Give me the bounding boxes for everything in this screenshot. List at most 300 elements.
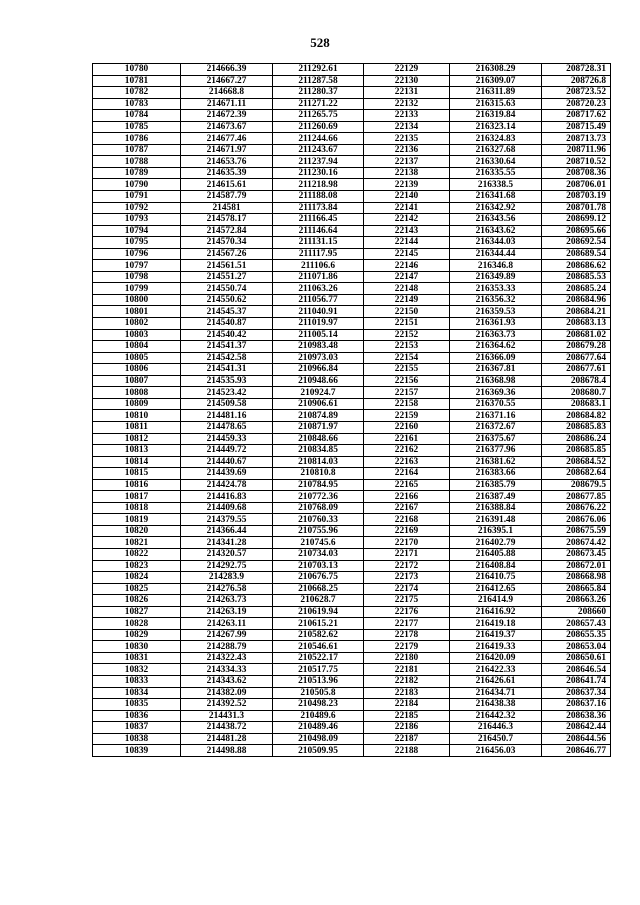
table-row (93, 710, 611, 722)
x-coordinate-b: 216438.38 (450, 699, 542, 711)
y-coordinate-b: 208685.85 (542, 445, 611, 457)
table-row (93, 167, 611, 179)
y-coordinate-a: 210703.13 (273, 560, 364, 572)
table-row (93, 652, 611, 664)
point-number-a: 10784 (93, 110, 181, 122)
point-number-a: 10803 (93, 329, 181, 341)
point-number-a: 10785 (93, 121, 181, 133)
table-row (93, 144, 611, 156)
x-coordinate-a: 214409.68 (181, 502, 273, 514)
x-coordinate-a: 214392.52 (181, 699, 273, 711)
point-number-b: 22137 (364, 156, 450, 168)
point-number-a: 10811 (93, 421, 181, 433)
x-coordinate-a: 214578.17 (181, 214, 273, 226)
table-row (93, 87, 611, 99)
table-row (93, 156, 611, 168)
x-coordinate-a: 214671.11 (181, 98, 273, 110)
point-number-b: 22185 (364, 710, 450, 722)
table-row (93, 98, 611, 110)
point-number-b: 22147 (364, 271, 450, 283)
x-coordinate-b: 216363.73 (450, 329, 542, 341)
table-row (93, 491, 611, 503)
y-coordinate-a: 210784.95 (273, 479, 364, 491)
point-number-a: 10790 (93, 179, 181, 191)
point-number-b: 22166 (364, 491, 450, 503)
point-number-a: 10800 (93, 294, 181, 306)
y-coordinate-a: 210517.75 (273, 664, 364, 676)
point-number-b: 22149 (364, 294, 450, 306)
x-coordinate-b: 216338.5 (450, 179, 542, 191)
x-coordinate-a: 214572.84 (181, 225, 273, 237)
x-coordinate-a: 214541.37 (181, 341, 273, 353)
point-number-b: 22132 (364, 98, 450, 110)
table-row (93, 75, 611, 87)
point-number-b: 22182 (364, 675, 450, 687)
y-coordinate-b: 208653.04 (542, 641, 611, 653)
x-coordinate-b: 216416.92 (450, 606, 542, 618)
y-coordinate-b: 208668.98 (542, 572, 611, 584)
point-number-b: 22186 (364, 722, 450, 734)
y-coordinate-b: 208728.31 (542, 64, 611, 76)
y-coordinate-a: 210983.48 (273, 341, 364, 353)
y-coordinate-a: 210509.95 (273, 745, 364, 757)
y-coordinate-b: 208650.61 (542, 652, 611, 664)
point-number-b: 22160 (364, 421, 450, 433)
y-coordinate-b: 208723.52 (542, 87, 611, 99)
y-coordinate-b: 208637.16 (542, 699, 611, 711)
y-coordinate-a: 210834.85 (273, 445, 364, 457)
table-row (93, 502, 611, 514)
x-coordinate-b: 216361.93 (450, 318, 542, 330)
x-coordinate-a: 214263.19 (181, 606, 273, 618)
x-coordinate-b: 216367.81 (450, 364, 542, 376)
point-number-a: 10802 (93, 318, 181, 330)
point-number-a: 10786 (93, 133, 181, 145)
table-row (93, 375, 611, 387)
x-coordinate-a: 214540.87 (181, 318, 273, 330)
point-number-a: 10825 (93, 583, 181, 595)
point-number-b: 22174 (364, 583, 450, 595)
y-coordinate-b: 208665.84 (542, 583, 611, 595)
point-number-a: 10793 (93, 214, 181, 226)
x-coordinate-b: 216408.84 (450, 560, 542, 572)
x-coordinate-b: 216446.3 (450, 722, 542, 734)
point-number-b: 22151 (364, 318, 450, 330)
x-coordinate-b: 216395.1 (450, 525, 542, 537)
x-coordinate-b: 216410.75 (450, 572, 542, 584)
y-coordinate-a: 210582.62 (273, 629, 364, 641)
point-number-a: 10823 (93, 560, 181, 572)
x-coordinate-b: 216330.64 (450, 156, 542, 168)
point-number-b: 22146 (364, 260, 450, 272)
y-coordinate-b: 208683.1 (542, 398, 611, 410)
y-coordinate-b: 208681.02 (542, 329, 611, 341)
y-coordinate-a: 210871.97 (273, 421, 364, 433)
point-number-a: 10822 (93, 548, 181, 560)
y-coordinate-a: 211287.58 (273, 75, 364, 87)
y-coordinate-a: 210505.8 (273, 687, 364, 699)
point-number-b: 22148 (364, 283, 450, 295)
table-row (93, 560, 611, 572)
x-coordinate-b: 216341.68 (450, 191, 542, 203)
y-coordinate-b: 208646.77 (542, 745, 611, 757)
table-row (93, 110, 611, 122)
x-coordinate-a: 214581 (181, 202, 273, 214)
point-number-a: 10812 (93, 433, 181, 445)
table-row (93, 548, 611, 560)
point-number-a: 10814 (93, 456, 181, 468)
table-row (93, 387, 611, 399)
x-coordinate-b: 216343.62 (450, 225, 542, 237)
point-number-a: 10804 (93, 341, 181, 353)
point-number-a: 10787 (93, 144, 181, 156)
point-number-a: 10789 (93, 167, 181, 179)
y-coordinate-b: 208680.7 (542, 387, 611, 399)
x-coordinate-a: 214343.62 (181, 675, 273, 687)
x-coordinate-a: 214440.67 (181, 456, 273, 468)
point-number-b: 22135 (364, 133, 450, 145)
point-number-b: 22164 (364, 468, 450, 480)
x-coordinate-a: 214587.79 (181, 191, 273, 203)
y-coordinate-a: 210966.84 (273, 364, 364, 376)
x-coordinate-b: 216385.79 (450, 479, 542, 491)
point-number-a: 10821 (93, 537, 181, 549)
table-row (93, 294, 611, 306)
point-number-a: 10828 (93, 618, 181, 630)
x-coordinate-a: 214322.43 (181, 652, 273, 664)
x-coordinate-b: 216311.89 (450, 87, 542, 99)
x-coordinate-a: 214263.73 (181, 595, 273, 607)
point-number-a: 10839 (93, 745, 181, 757)
point-number-a: 10782 (93, 87, 181, 99)
table-row (93, 306, 611, 318)
point-number-a: 10781 (93, 75, 181, 87)
x-coordinate-b: 216377.96 (450, 445, 542, 457)
x-coordinate-a: 214416.83 (181, 491, 273, 503)
x-coordinate-a: 214561.51 (181, 260, 273, 272)
x-coordinate-a: 214341.28 (181, 537, 273, 549)
y-coordinate-a: 211056.77 (273, 294, 364, 306)
y-coordinate-b: 208686.62 (542, 260, 611, 272)
y-coordinate-b: 208675.59 (542, 525, 611, 537)
point-number-b: 22183 (364, 687, 450, 699)
y-coordinate-a: 211188.08 (273, 191, 364, 203)
y-coordinate-b: 208713.73 (542, 133, 611, 145)
y-coordinate-b: 208685.53 (542, 271, 611, 283)
y-coordinate-a: 211117.95 (273, 248, 364, 260)
y-coordinate-a: 210489.6 (273, 710, 364, 722)
y-coordinate-b: 208674.42 (542, 537, 611, 549)
y-coordinate-a: 210668.25 (273, 583, 364, 595)
y-coordinate-a: 211005.14 (273, 329, 364, 341)
x-coordinate-b: 216450.7 (450, 733, 542, 745)
y-coordinate-b: 208679.28 (542, 341, 611, 353)
y-coordinate-b: 208677.64 (542, 352, 611, 364)
point-number-b: 22144 (364, 237, 450, 249)
x-coordinate-a: 214382.09 (181, 687, 273, 699)
point-number-b: 22157 (364, 387, 450, 399)
y-coordinate-a: 211292.61 (273, 64, 364, 76)
x-coordinate-b: 216391.48 (450, 514, 542, 526)
y-coordinate-b: 208644.56 (542, 733, 611, 745)
table-row (93, 121, 611, 133)
point-number-a: 10819 (93, 514, 181, 526)
point-number-b: 22130 (364, 75, 450, 87)
y-coordinate-a: 210745.6 (273, 537, 364, 549)
x-coordinate-b: 216372.67 (450, 421, 542, 433)
y-coordinate-a: 210522.17 (273, 652, 364, 664)
y-coordinate-a: 211166.45 (273, 214, 364, 226)
point-number-a: 10806 (93, 364, 181, 376)
point-number-b: 22168 (364, 514, 450, 526)
y-coordinate-a: 210546.61 (273, 641, 364, 653)
table-row (93, 271, 611, 283)
point-number-a: 10801 (93, 306, 181, 318)
point-number-b: 22169 (364, 525, 450, 537)
y-coordinate-a: 210814.03 (273, 456, 364, 468)
y-coordinate-a: 211106.6 (273, 260, 364, 272)
x-coordinate-a: 214666.39 (181, 64, 273, 76)
y-coordinate-b: 208699.12 (542, 214, 611, 226)
table-row (93, 248, 611, 260)
y-coordinate-b: 208657.43 (542, 618, 611, 630)
x-coordinate-a: 214379.55 (181, 514, 273, 526)
x-coordinate-b: 216387.49 (450, 491, 542, 503)
x-coordinate-a: 214431.3 (181, 710, 273, 722)
x-coordinate-a: 214263.11 (181, 618, 273, 630)
point-number-b: 22184 (364, 699, 450, 711)
point-number-b: 22162 (364, 445, 450, 457)
x-coordinate-a: 214523.42 (181, 387, 273, 399)
point-number-b: 22133 (364, 110, 450, 122)
y-coordinate-b: 208677.61 (542, 364, 611, 376)
y-coordinate-b: 208726.8 (542, 75, 611, 87)
point-number-a: 10798 (93, 271, 181, 283)
y-coordinate-b: 208685.83 (542, 421, 611, 433)
x-coordinate-b: 216323.14 (450, 121, 542, 133)
table-row (93, 618, 611, 630)
y-coordinate-b: 208684.52 (542, 456, 611, 468)
y-coordinate-b: 208684.96 (542, 294, 611, 306)
y-coordinate-b: 208717.62 (542, 110, 611, 122)
x-coordinate-a: 214671.97 (181, 144, 273, 156)
point-number-b: 22155 (364, 364, 450, 376)
x-coordinate-b: 216375.67 (450, 433, 542, 445)
point-number-b: 22181 (364, 664, 450, 676)
point-number-a: 10832 (93, 664, 181, 676)
x-coordinate-b: 216353.33 (450, 283, 542, 295)
point-number-a: 10836 (93, 710, 181, 722)
x-coordinate-b: 216388.84 (450, 502, 542, 514)
table-row (93, 745, 611, 757)
point-number-a: 10815 (93, 468, 181, 480)
point-number-a: 10838 (93, 733, 181, 745)
y-coordinate-b: 208689.54 (542, 248, 611, 260)
x-coordinate-b: 216315.63 (450, 98, 542, 110)
x-coordinate-a: 214424.78 (181, 479, 273, 491)
table-row (93, 595, 611, 607)
x-coordinate-b: 216426.61 (450, 675, 542, 687)
y-coordinate-a: 210755.96 (273, 525, 364, 537)
y-coordinate-a: 211230.16 (273, 167, 364, 179)
point-number-b: 22176 (364, 606, 450, 618)
x-coordinate-b: 216402.79 (450, 537, 542, 549)
x-coordinate-b: 216412.65 (450, 583, 542, 595)
y-coordinate-a: 211218.98 (273, 179, 364, 191)
point-number-a: 10827 (93, 606, 181, 618)
y-coordinate-b: 208703.19 (542, 191, 611, 203)
y-coordinate-b: 208676.22 (542, 502, 611, 514)
x-coordinate-a: 214653.76 (181, 156, 273, 168)
x-coordinate-a: 214635.39 (181, 167, 273, 179)
x-coordinate-b: 216327.68 (450, 144, 542, 156)
y-coordinate-b: 208715.49 (542, 121, 611, 133)
y-coordinate-b: 208706.01 (542, 179, 611, 191)
x-coordinate-b: 216442.32 (450, 710, 542, 722)
point-number-b: 22188 (364, 745, 450, 757)
point-number-a: 10799 (93, 283, 181, 295)
x-coordinate-a: 214672.39 (181, 110, 273, 122)
point-number-a: 10837 (93, 722, 181, 734)
point-number-a: 10826 (93, 595, 181, 607)
point-number-a: 10788 (93, 156, 181, 168)
point-number-b: 22158 (364, 398, 450, 410)
y-coordinate-b: 208672.01 (542, 560, 611, 572)
x-coordinate-b: 216308.29 (450, 64, 542, 76)
point-number-b: 22177 (364, 618, 450, 630)
table-row (93, 410, 611, 422)
point-number-a: 10797 (93, 260, 181, 272)
y-coordinate-a: 211071.86 (273, 271, 364, 283)
point-number-a: 10795 (93, 237, 181, 249)
point-number-b: 22129 (364, 64, 450, 76)
y-coordinate-a: 210498.09 (273, 733, 364, 745)
table-row (93, 133, 611, 145)
y-coordinate-a: 211237.94 (273, 156, 364, 168)
table-row (93, 398, 611, 410)
y-coordinate-b: 208684.21 (542, 306, 611, 318)
x-coordinate-a: 214673.67 (181, 121, 273, 133)
point-number-a: 10835 (93, 699, 181, 711)
x-coordinate-b: 216344.03 (450, 237, 542, 249)
x-coordinate-a: 214439.69 (181, 468, 273, 480)
point-number-a: 10829 (93, 629, 181, 641)
y-coordinate-a: 211244.66 (273, 133, 364, 145)
point-number-b: 22167 (364, 502, 450, 514)
point-number-b: 22161 (364, 433, 450, 445)
y-coordinate-a: 210489.46 (273, 722, 364, 734)
table-row (93, 664, 611, 676)
point-number-a: 10791 (93, 191, 181, 203)
x-coordinate-b: 216422.33 (450, 664, 542, 676)
point-number-b: 22178 (364, 629, 450, 641)
point-number-b: 22163 (364, 456, 450, 468)
y-coordinate-b: 208646.54 (542, 664, 611, 676)
y-coordinate-b: 208686.24 (542, 433, 611, 445)
y-coordinate-b: 208720.23 (542, 98, 611, 110)
x-coordinate-a: 214550.74 (181, 283, 273, 295)
x-coordinate-b: 216371.16 (450, 410, 542, 422)
table-row (93, 225, 611, 237)
y-coordinate-b: 208708.36 (542, 167, 611, 179)
x-coordinate-a: 214535.93 (181, 375, 273, 387)
x-coordinate-b: 216369.36 (450, 387, 542, 399)
x-coordinate-b: 216324.83 (450, 133, 542, 145)
y-coordinate-a: 211243.67 (273, 144, 364, 156)
x-coordinate-a: 214478.65 (181, 421, 273, 433)
point-number-b: 22173 (364, 572, 450, 584)
x-coordinate-a: 214320.57 (181, 548, 273, 560)
point-number-a: 10794 (93, 225, 181, 237)
y-coordinate-b: 208641.74 (542, 675, 611, 687)
x-coordinate-b: 216342.92 (450, 202, 542, 214)
table-row (93, 260, 611, 272)
y-coordinate-a: 211131.15 (273, 237, 364, 249)
y-coordinate-a: 211019.97 (273, 318, 364, 330)
x-coordinate-b: 216405.88 (450, 548, 542, 560)
table-row (93, 341, 611, 353)
x-coordinate-b: 216366.09 (450, 352, 542, 364)
x-coordinate-a: 214551.27 (181, 271, 273, 283)
y-coordinate-a: 210498.23 (273, 699, 364, 711)
table-row (93, 214, 611, 226)
x-coordinate-a: 214570.34 (181, 237, 273, 249)
x-coordinate-b: 216344.44 (450, 248, 542, 260)
table-row (93, 329, 611, 341)
y-coordinate-b: 208638.36 (542, 710, 611, 722)
x-coordinate-b: 216383.66 (450, 468, 542, 480)
x-coordinate-b: 216370.55 (450, 398, 542, 410)
table-row (93, 202, 611, 214)
table-row (93, 687, 611, 699)
point-number-b: 22131 (364, 87, 450, 99)
point-number-a: 10830 (93, 641, 181, 653)
x-coordinate-a: 214283.9 (181, 572, 273, 584)
point-number-a: 10808 (93, 387, 181, 399)
y-coordinate-b: 208710.52 (542, 156, 611, 168)
y-coordinate-a: 210619.94 (273, 606, 364, 618)
point-number-a: 10810 (93, 410, 181, 422)
x-coordinate-b: 216368.98 (450, 375, 542, 387)
y-coordinate-a: 210924.7 (273, 387, 364, 399)
y-coordinate-a: 210768.09 (273, 502, 364, 514)
x-coordinate-b: 216364.62 (450, 341, 542, 353)
y-coordinate-a: 210772.36 (273, 491, 364, 503)
table-row (93, 479, 611, 491)
x-coordinate-a: 214481.28 (181, 733, 273, 745)
table-row (93, 364, 611, 376)
point-number-b: 22138 (364, 167, 450, 179)
table-row (93, 629, 611, 641)
point-number-a: 10807 (93, 375, 181, 387)
point-number-b: 22152 (364, 329, 450, 341)
y-coordinate-b: 208701.78 (542, 202, 611, 214)
point-number-b: 22165 (364, 479, 450, 491)
x-coordinate-a: 214677.46 (181, 133, 273, 145)
table-row (93, 468, 611, 480)
y-coordinate-a: 211146.64 (273, 225, 364, 237)
point-number-a: 10833 (93, 675, 181, 687)
x-coordinate-b: 216456.03 (450, 745, 542, 757)
y-coordinate-a: 210760.33 (273, 514, 364, 526)
table-row (93, 675, 611, 687)
x-coordinate-a: 214334.33 (181, 664, 273, 676)
point-number-b: 22140 (364, 191, 450, 203)
point-number-b: 22159 (364, 410, 450, 422)
y-coordinate-a: 211265.75 (273, 110, 364, 122)
y-coordinate-b: 208677.85 (542, 491, 611, 503)
x-coordinate-b: 216343.56 (450, 214, 542, 226)
